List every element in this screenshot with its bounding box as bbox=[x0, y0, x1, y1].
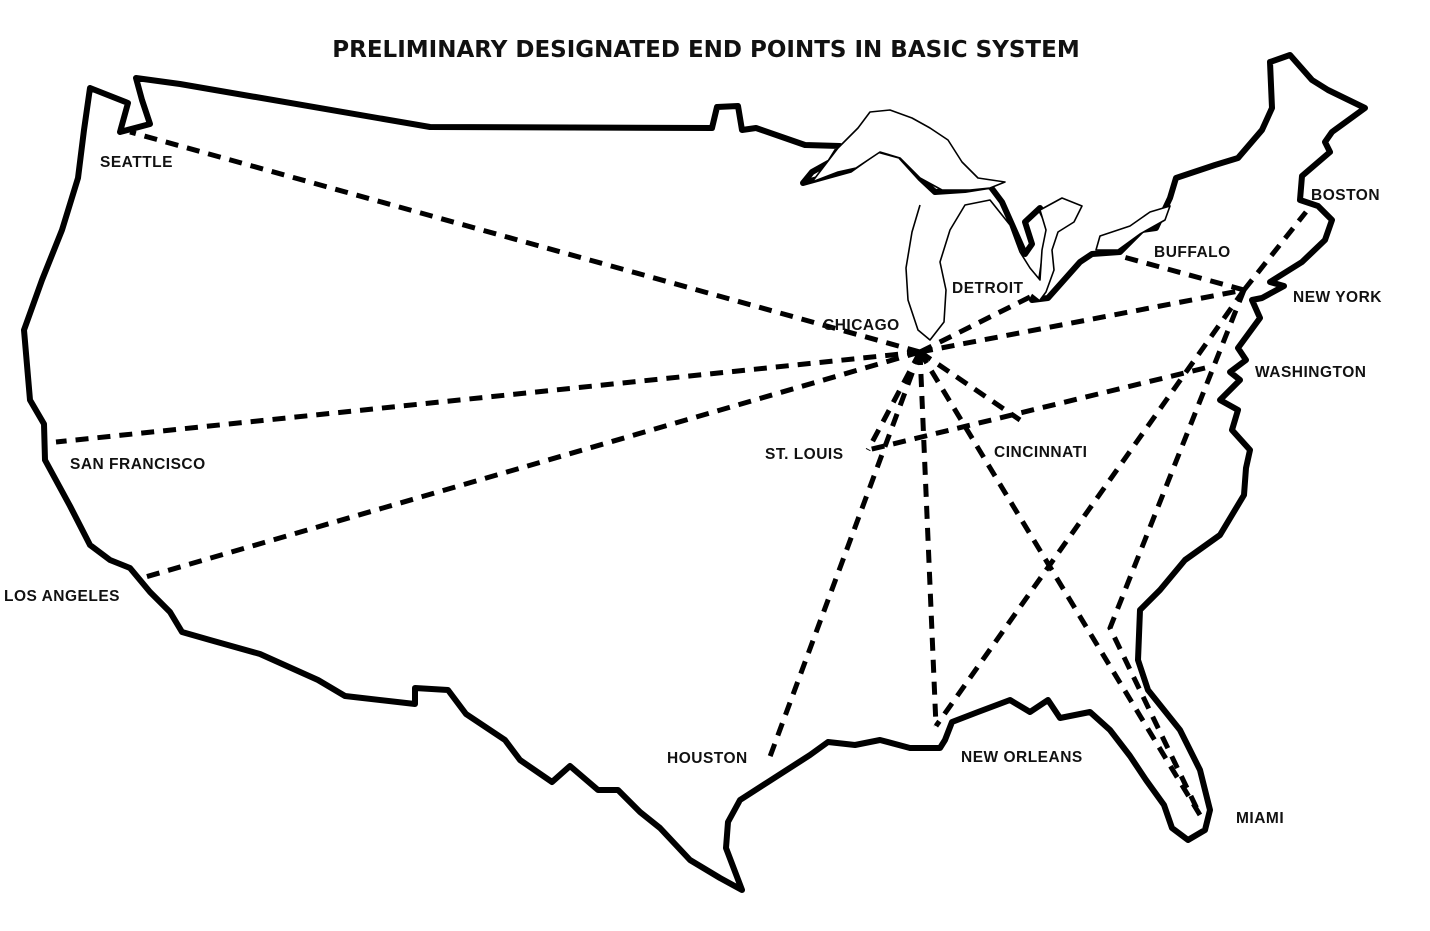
city-label-seattle: SEATTLE bbox=[100, 154, 173, 171]
lake-superior bbox=[812, 110, 1005, 190]
city-label-detroit: DETROIT bbox=[952, 280, 1024, 297]
city-label-st-louis: ST. LOUIS bbox=[765, 446, 844, 463]
city-label-washington: WASHINGTON bbox=[1255, 364, 1367, 381]
city-label-san-francisco: SAN FRANCISCO bbox=[70, 456, 206, 473]
city-label-new-york: NEW YORK bbox=[1293, 289, 1382, 306]
city-label-houston: HOUSTON bbox=[667, 750, 748, 767]
route-chicago-miami bbox=[920, 352, 1200, 815]
route-washington-st-louis bbox=[868, 368, 1205, 450]
route-chicago-new-orleans bbox=[920, 352, 936, 726]
city-label-buffalo: BUFFALO bbox=[1154, 244, 1231, 261]
city-label-los-angeles: LOS ANGELES bbox=[4, 588, 121, 605]
city-label-cincinnati: CINCINNATI bbox=[994, 444, 1088, 461]
route-new-york-new-orleans bbox=[936, 290, 1244, 726]
route-chicago-los-angeles bbox=[142, 352, 920, 578]
route-chicago-new-york bbox=[920, 290, 1244, 352]
city-label-chicago: CHICAGO bbox=[823, 317, 900, 334]
route-chicago-seattle bbox=[130, 132, 920, 352]
city-label-boston: BOSTON bbox=[1311, 187, 1381, 204]
route-chicago-houston bbox=[768, 352, 920, 762]
route-chicago-cincinnati bbox=[920, 352, 1020, 420]
map-title: PRELIMINARY DESIGNATED END POINTS IN BASIC SYSTEM bbox=[332, 37, 1080, 63]
route-new-york-buffalo bbox=[1120, 256, 1244, 290]
route-new-york-miami bbox=[1110, 290, 1244, 815]
city-label-miami: MIAMI bbox=[1236, 810, 1285, 827]
lake-michigan bbox=[906, 198, 1082, 340]
city-label-new-orleans: NEW ORLEANS bbox=[961, 749, 1083, 766]
route-chicago-san-francisco bbox=[56, 352, 920, 442]
